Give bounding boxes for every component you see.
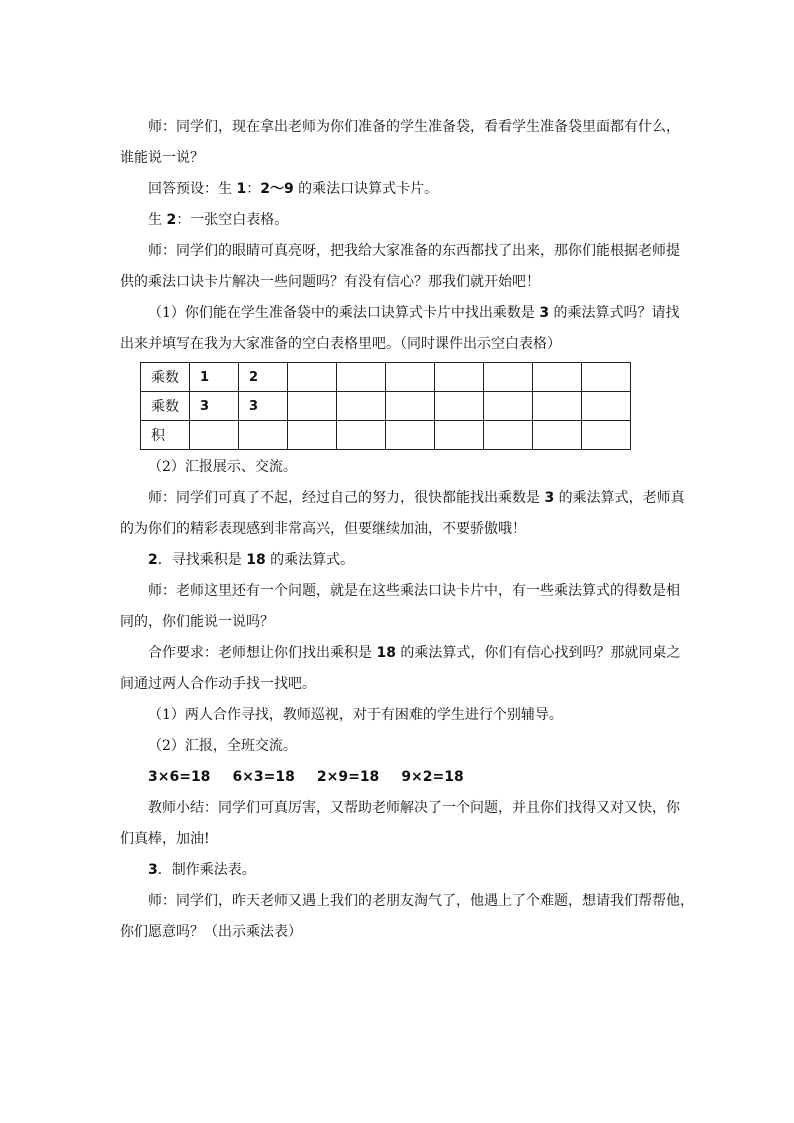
- paragraph-teacher-praise-cont: 供的乘法口诀卡片解决一些问题吗？有没有信心？那我们就开始吧！: [120, 274, 540, 290]
- paragraph-task-2: （2）汇报展示、交流。: [148, 459, 297, 475]
- paragraph-teacher-question-cont: 同的，你们能说一说吗？: [120, 614, 274, 630]
- equation: 9×2=18: [401, 769, 464, 785]
- table-row: [141, 363, 631, 392]
- table-cell: [288, 392, 337, 421]
- paragraph-cooperation-requirement-cont: 间通过两人合作动手找一找吧。: [120, 676, 316, 692]
- table-cell: [386, 392, 435, 421]
- paragraph-teacher-prompt-cont: 谁能说一说？: [120, 150, 204, 166]
- paragraph-step-2: （2）汇报，全班交流。: [148, 738, 297, 754]
- equation-list: [120, 762, 680, 793]
- table-cell: [582, 392, 631, 421]
- table-cell: 1: [190, 363, 239, 392]
- table-cell: [190, 421, 239, 450]
- table-cell: 3: [190, 392, 239, 421]
- paragraph-teacher-prompt: 师：同学们，现在拿出老师为你们准备的学生准备袋，看看学生准备袋里面都有什么，: [148, 119, 680, 135]
- table-cell: [484, 392, 533, 421]
- paragraph-teacher-summary-cont: 们真棒，加油!: [120, 831, 210, 847]
- paragraph-teacher-summary: 教师小结：同学们可真厉害，又帮助老师解决了一个问题，并且你们找得又对又快，你: [148, 800, 680, 816]
- paragraph-cooperation-requirement: 合作要求：老师想让你们找出乘积是 18 的乘法算式，你们有信心找到吗？那就同桌之: [148, 645, 681, 661]
- paragraph-teacher-praise: 师：同学们的眼睛可真亮呀，把我给大家准备的东西都找了出来，那你们能根据老师提: [148, 243, 680, 259]
- equation: 2×9=18: [316, 769, 380, 785]
- table-cell: [288, 421, 337, 450]
- table-cell: [386, 421, 435, 450]
- section-heading-3: 3．制作乘法表。: [148, 862, 256, 878]
- table-cell: [533, 392, 582, 421]
- table-cell: [337, 363, 386, 392]
- table-cell: [533, 421, 582, 450]
- table-cell: [337, 421, 386, 450]
- table-cell: 2: [239, 363, 288, 392]
- table-row-label: 乘数: [141, 363, 190, 392]
- document-page: [120, 112, 694, 948]
- equation: 6×3=18: [232, 769, 295, 785]
- paragraph-teacher-story-cont: 你们愿意吗？（出示乘法表）: [120, 924, 302, 940]
- table-row: [141, 421, 631, 450]
- table-cell: [288, 363, 337, 392]
- paragraph-teacher-encourage-cont: 的为你们的精彩表现感到非常高兴，但要继续加油，不要骄傲哦！: [120, 521, 526, 537]
- paragraph-task-1-cont: 出来并填写在我为大家准备的空白表格里吧。（同时课件出示空白表格）: [120, 336, 561, 352]
- table-cell: [533, 363, 582, 392]
- table-row-label: 乘数: [141, 392, 190, 421]
- paragraph-step-1: （1）两人合作寻找，教师巡视，对于有困难的学生进行个别辅导。: [148, 707, 563, 723]
- equation: 3×6=18: [148, 769, 211, 785]
- table-cell: [337, 392, 386, 421]
- paragraph-task-1: （1）你们能在学生准备袋中的乘法口诀算式卡片中找出乘数是 3 的乘法算式吗？请找: [148, 305, 680, 321]
- blank-multiplication-table: [140, 362, 631, 450]
- paragraph-teacher-question: 师：老师这里还有一个问题，就是在这些乘法口诀卡片中，有一些乘法算式的得数是相: [148, 583, 680, 599]
- table-cell: [484, 421, 533, 450]
- paragraph-expected-answer-2: 生 2：一张空白表格。: [148, 212, 289, 228]
- table-cell: [435, 421, 484, 450]
- table-cell: 3: [239, 392, 288, 421]
- table-row-label: 积: [141, 421, 190, 450]
- table-cell: [582, 363, 631, 392]
- paragraph-teacher-encourage: 师：同学们可真了不起，经过自己的努力，很快都能找出乘数是 3 的乘法算式，老师真: [148, 490, 685, 506]
- table-cell: [386, 363, 435, 392]
- section-heading-2: 2．寻找乘积是 18 的乘法算式。: [148, 552, 355, 568]
- table-cell: [582, 421, 631, 450]
- table-cell: [239, 421, 288, 450]
- table-cell: [435, 363, 484, 392]
- table-cell: [435, 392, 484, 421]
- paragraph-expected-answer-1: 回答预设：生 1：2～9 的乘法口诀算式卡片。: [148, 181, 439, 197]
- paragraph-teacher-story: 师：同学们，昨天老师又遇上我们的老朋友淘气了，他遇上了个难题，想请我们帮帮他，: [148, 893, 694, 909]
- table-row: [141, 392, 631, 421]
- table-cell: [484, 363, 533, 392]
